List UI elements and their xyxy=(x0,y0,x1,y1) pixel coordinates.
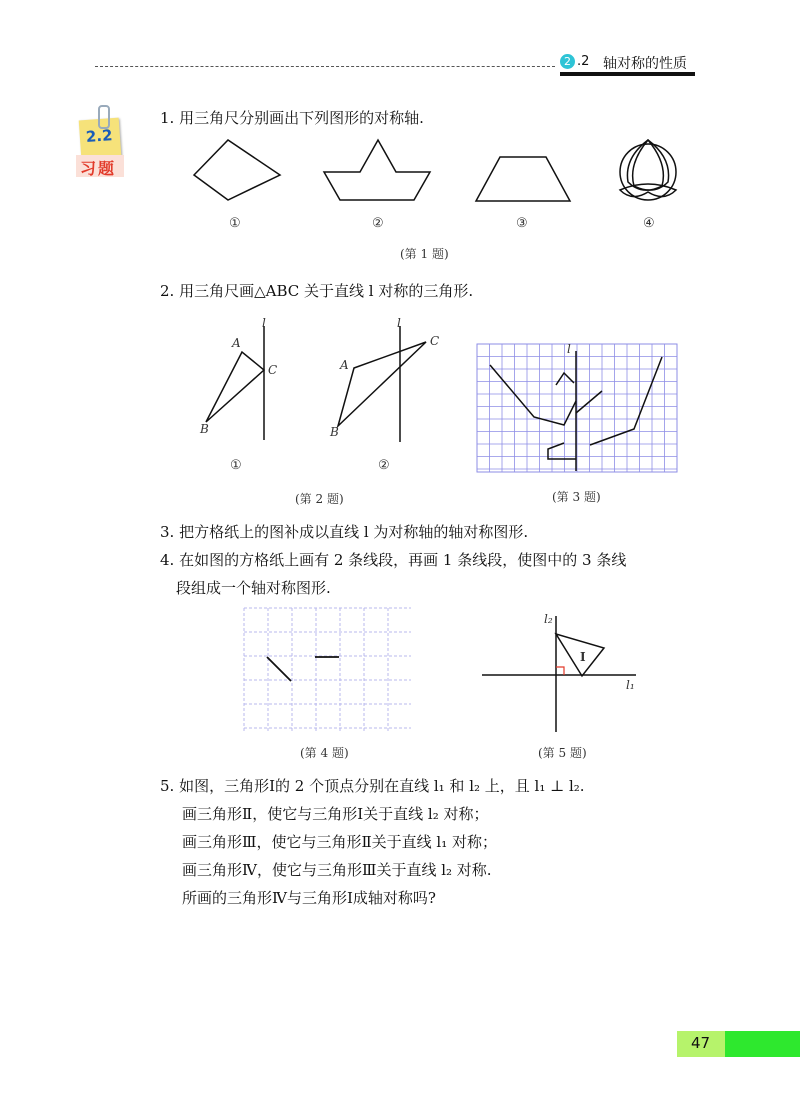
question-4-line2: 段组成一个轴对称图形. xyxy=(176,579,331,597)
fig2-1-l: l xyxy=(262,316,266,330)
section-title: 轴对称的性质 xyxy=(603,56,687,72)
question-5-line3: 画三角形Ⅲ，使它与三角形Ⅱ关于直线 l₁ 对称； xyxy=(182,833,498,851)
boat-shape xyxy=(324,140,430,200)
fig-label-4: ④ xyxy=(643,216,655,231)
caption-q5: (第 5 题) xyxy=(538,746,587,760)
fig2-1-A: A xyxy=(232,336,241,350)
question-2: 2. 用三角尺画△ABC 关于直线 l 对称的三角形. xyxy=(160,282,474,300)
q4-grid-figure xyxy=(243,607,413,733)
fig-label-3: ③ xyxy=(516,216,528,231)
question-3: 3. 把方格纸上的图补成以直线 l 为对称轴的轴对称图形. xyxy=(160,523,529,541)
fig2-1-num: ① xyxy=(230,458,242,473)
exercise-label: 习题 xyxy=(76,155,124,177)
trapezoid-shape xyxy=(476,157,570,201)
q3-grid-figure xyxy=(476,343,680,475)
kite-shape xyxy=(194,140,280,200)
sticky-note: 2.2 xyxy=(79,118,122,159)
fig-label-2: ② xyxy=(372,216,384,231)
q5-figure xyxy=(482,612,642,734)
question-5-line2: 画三角形Ⅱ，使它与三角形Ⅰ关于直线 l₂ 对称； xyxy=(182,805,489,823)
fig2-1-C: C xyxy=(268,363,278,377)
section-number: 2 .2 xyxy=(560,54,589,69)
fig5-l2: l₂ xyxy=(544,612,553,626)
caption-q1: (第 1 题) xyxy=(400,247,449,261)
fig-label-1: ① xyxy=(229,216,241,231)
fig2-2-l: l xyxy=(397,316,401,330)
caption-q4: (第 4 题) xyxy=(300,746,349,760)
fig2-2-C: C xyxy=(430,334,440,348)
trefoil-detail xyxy=(612,134,684,206)
page-number: 47 xyxy=(691,1034,711,1052)
question-5-line5: 所画的三角形Ⅳ与三角形Ⅰ成轴对称吗? xyxy=(182,889,436,907)
page-number-box xyxy=(677,1031,800,1057)
question-4-line1: 4. 在如图的方格纸上画有 2 条线段，再画 1 条线段，使图中的 3 条线 xyxy=(160,551,627,569)
question-5-line1: 5. 如图，三角形Ⅰ的 2 个顶点分别在直线 l₁ 和 l₂ 上，且 l₁ ⊥ l₂. xyxy=(160,777,585,795)
caption-q2: (第 2 题) xyxy=(295,492,344,506)
fig2-2-A: A xyxy=(340,358,349,372)
question-5-line4: 画三角形Ⅳ，使它与三角形Ⅲ关于直线 l₂ 对称. xyxy=(182,861,492,879)
fig5-tri-label: Ⅰ xyxy=(580,650,586,664)
fig2-2-B: B xyxy=(330,425,339,439)
q2-figures xyxy=(190,312,460,482)
fig2-2-num: ② xyxy=(378,458,390,473)
fig2-1-B: B xyxy=(200,422,209,436)
fig3-l: l xyxy=(567,342,571,356)
fig5-l1: l₁ xyxy=(626,678,635,692)
question-1: 1. 用三角尺分别画出下列图形的对称轴. xyxy=(160,109,424,127)
caption-q3: (第 3 题) xyxy=(552,490,601,504)
